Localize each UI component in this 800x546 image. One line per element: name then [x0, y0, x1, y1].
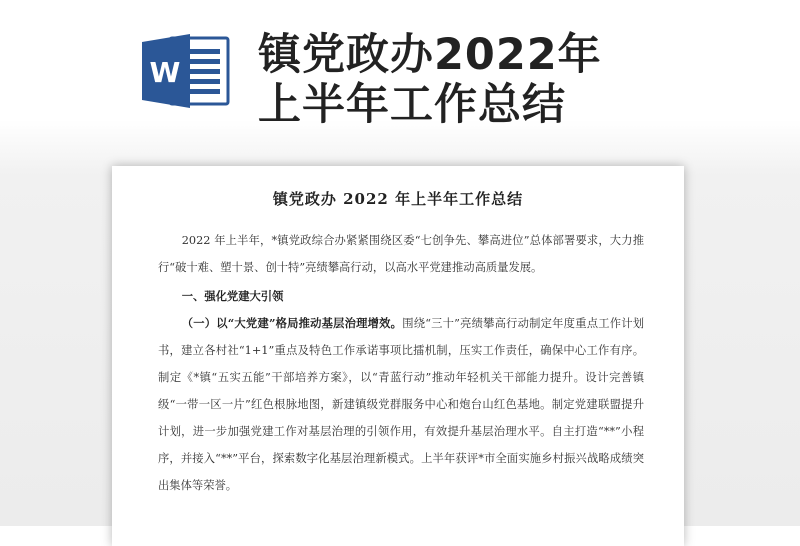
subsection-text: 围绕“三十”亮绩攀高行动制定年度重点工作计划书，建立各村社“1+1”重点及特色工作承诺事项比擂机制，压实工作责任，确保中心工作有序。制定《*镇“五实五能”干部培养方案》，以“青蓝行动”推动年轻机关干部能力提升。设计完善镇级“一带一区一片”红色根脉地图，新建镇级党群服务中心和炮台山红色基地。制定党建联盟提升计划，进一步加强党建工作对基层治理的引领作用，有效提升基层治理水平。自主打造“**”小程序，并接入“**”平台，探索数字化基层治理新模式。上半年获评*市全面实施乡村振兴战略成绩突出集体等荣誉。 — [158, 317, 644, 492]
intro-paragraph: 2022 年上半年，*镇党政综合办紧紧围绕区委“七创争先、攀高进位”总体部署要求，大力推行“破十难、塑十景、创十特”亮绩攀高行动，以高水平党建推动高质量发展。 — [158, 234, 644, 274]
document-title: 镇党政办 2022 年上半年工作总结 — [272, 190, 524, 208]
word-document-icon — [140, 32, 232, 110]
hero-title — [258, 30, 602, 130]
subsection-paragraph — [158, 310, 644, 499]
subsection-lead: （一）以“大党建”格局推动基层治理增效。 — [181, 316, 403, 330]
document-page — [112, 166, 684, 546]
hero-title-line-1: 镇党政办2022年 — [258, 30, 602, 80]
hero-title-line-2: 上半年工作总结 — [258, 80, 566, 130]
document-body — [158, 227, 644, 499]
word-icon-letter: W — [149, 56, 181, 89]
section-heading: 一、强化党建大引领 — [181, 289, 284, 303]
